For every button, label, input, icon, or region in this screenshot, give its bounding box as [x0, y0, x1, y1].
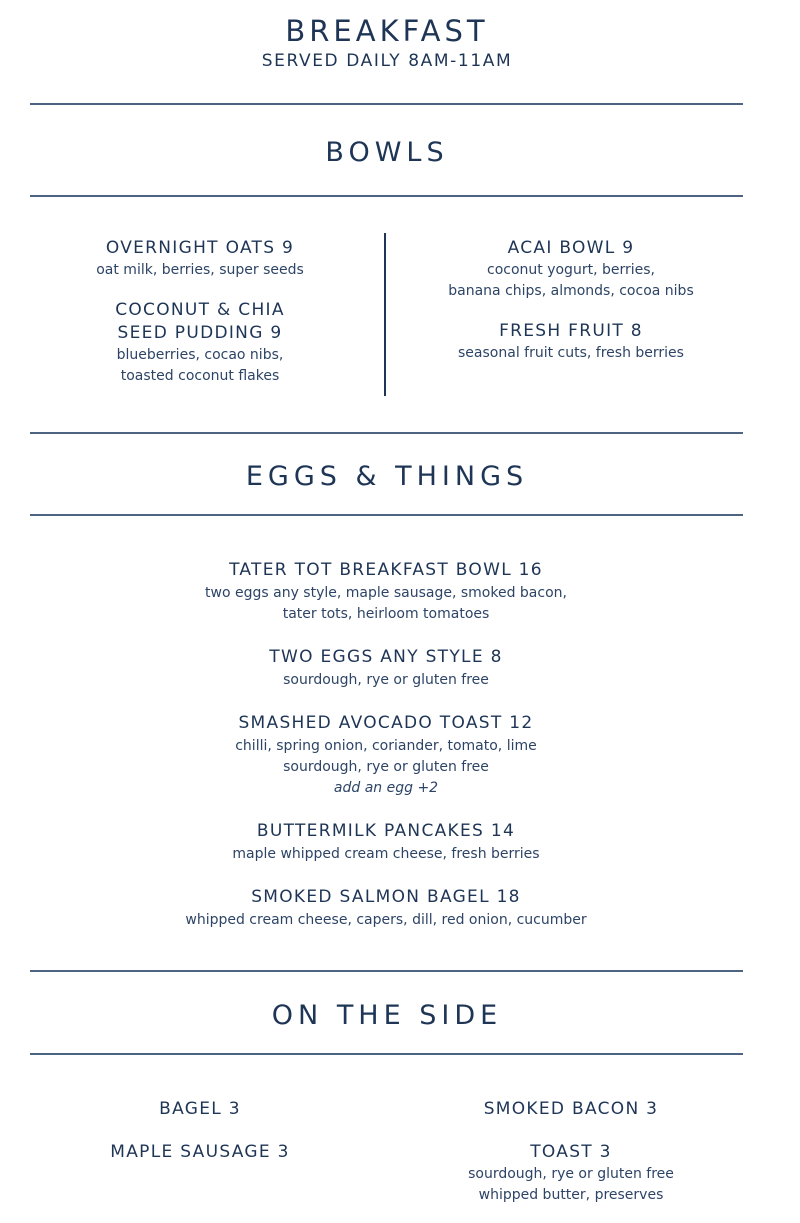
item-name: SEED PUDDING 9 [117, 323, 283, 343]
divider-rule [30, 1053, 743, 1055]
section-title-bowls: BOWLS [325, 137, 449, 168]
item-description: maple whipped cream cheese, fresh berries [232, 846, 540, 862]
menu-item [70, 886, 702, 931]
bowls-right-column [421, 237, 721, 382]
item-description: sourdough, rye or gluten free [283, 672, 489, 688]
item-name: TOAST 3 [530, 1142, 612, 1162]
divider-rule [30, 195, 743, 197]
item-name: SMOKED BACON 3 [483, 1099, 659, 1119]
item-description: banana chips, almonds, cocoa nibs [448, 283, 694, 299]
menu-item [70, 712, 702, 799]
item-name: TATER TOT BREAKFAST BOWL 16 [229, 560, 543, 580]
item-description: seasonal fruit cuts, fresh berries [458, 345, 684, 361]
item-name: BAGEL 3 [159, 1099, 241, 1119]
item-description: oat milk, berries, super seeds [96, 262, 304, 278]
bowls-left-column [50, 237, 350, 405]
side-right-column [421, 1098, 721, 1206]
item-description: tater tots, heirloom tomatoes [282, 606, 490, 622]
item-description: chilli, spring onion, coriander, tomato, lime [235, 738, 537, 754]
menu-item [421, 320, 721, 364]
item-description: sourdough, rye or gluten free [283, 759, 489, 775]
item-description: blueberries, cocao nibs, [116, 347, 284, 363]
menu-item [70, 820, 702, 865]
item-name: OVERNIGHT OATS 9 [105, 238, 295, 258]
side-left-column [50, 1098, 350, 1164]
item-name: ACAI BOWL 9 [507, 238, 635, 258]
item-name: BUTTERMILK PANCAKES 14 [256, 821, 516, 841]
item-name: TWO EGGS ANY STYLE 8 [269, 647, 503, 667]
divider-rule [30, 103, 743, 105]
section-title-eggs: EGGS & THINGS [245, 461, 529, 492]
divider-rule [30, 514, 743, 516]
item-description: whipped butter, preserves [478, 1187, 664, 1203]
section-title-side: ON THE SIDE [271, 1000, 503, 1031]
menu-title: BREAKFAST [285, 14, 489, 48]
menu-subtitle: SERVED DAILY 8AM-11AM [261, 51, 513, 71]
item-description: sourdough, rye or gluten free [468, 1166, 674, 1182]
item-addon: add an egg +2 [333, 780, 439, 796]
item-name: FRESH FRUIT 8 [499, 321, 643, 341]
menu-item [70, 646, 702, 691]
item-name: MAPLE SAUSAGE 3 [110, 1142, 290, 1162]
menu-item [70, 559, 702, 625]
item-name: SMASHED AVOCADO TOAST 12 [238, 713, 534, 733]
divider-rule [30, 432, 743, 434]
menu-item [421, 237, 721, 302]
item-name: SMOKED SALMON BAGEL 18 [251, 887, 521, 907]
divider-rule [30, 970, 743, 972]
menu-item [50, 299, 350, 387]
item-description: two eggs any style, maple sausage, smoked bacon, [205, 585, 567, 601]
eggs-items [70, 559, 702, 952]
item-name: COCONUT & CHIA [115, 300, 285, 320]
item-description: coconut yogurt, berries, [487, 262, 655, 278]
item-description: whipped cream cheese, capers, dill, red onion, cucumber [185, 912, 587, 928]
column-divider [384, 233, 386, 396]
menu-item [50, 237, 350, 281]
item-description: toasted coconut flakes [120, 368, 280, 384]
